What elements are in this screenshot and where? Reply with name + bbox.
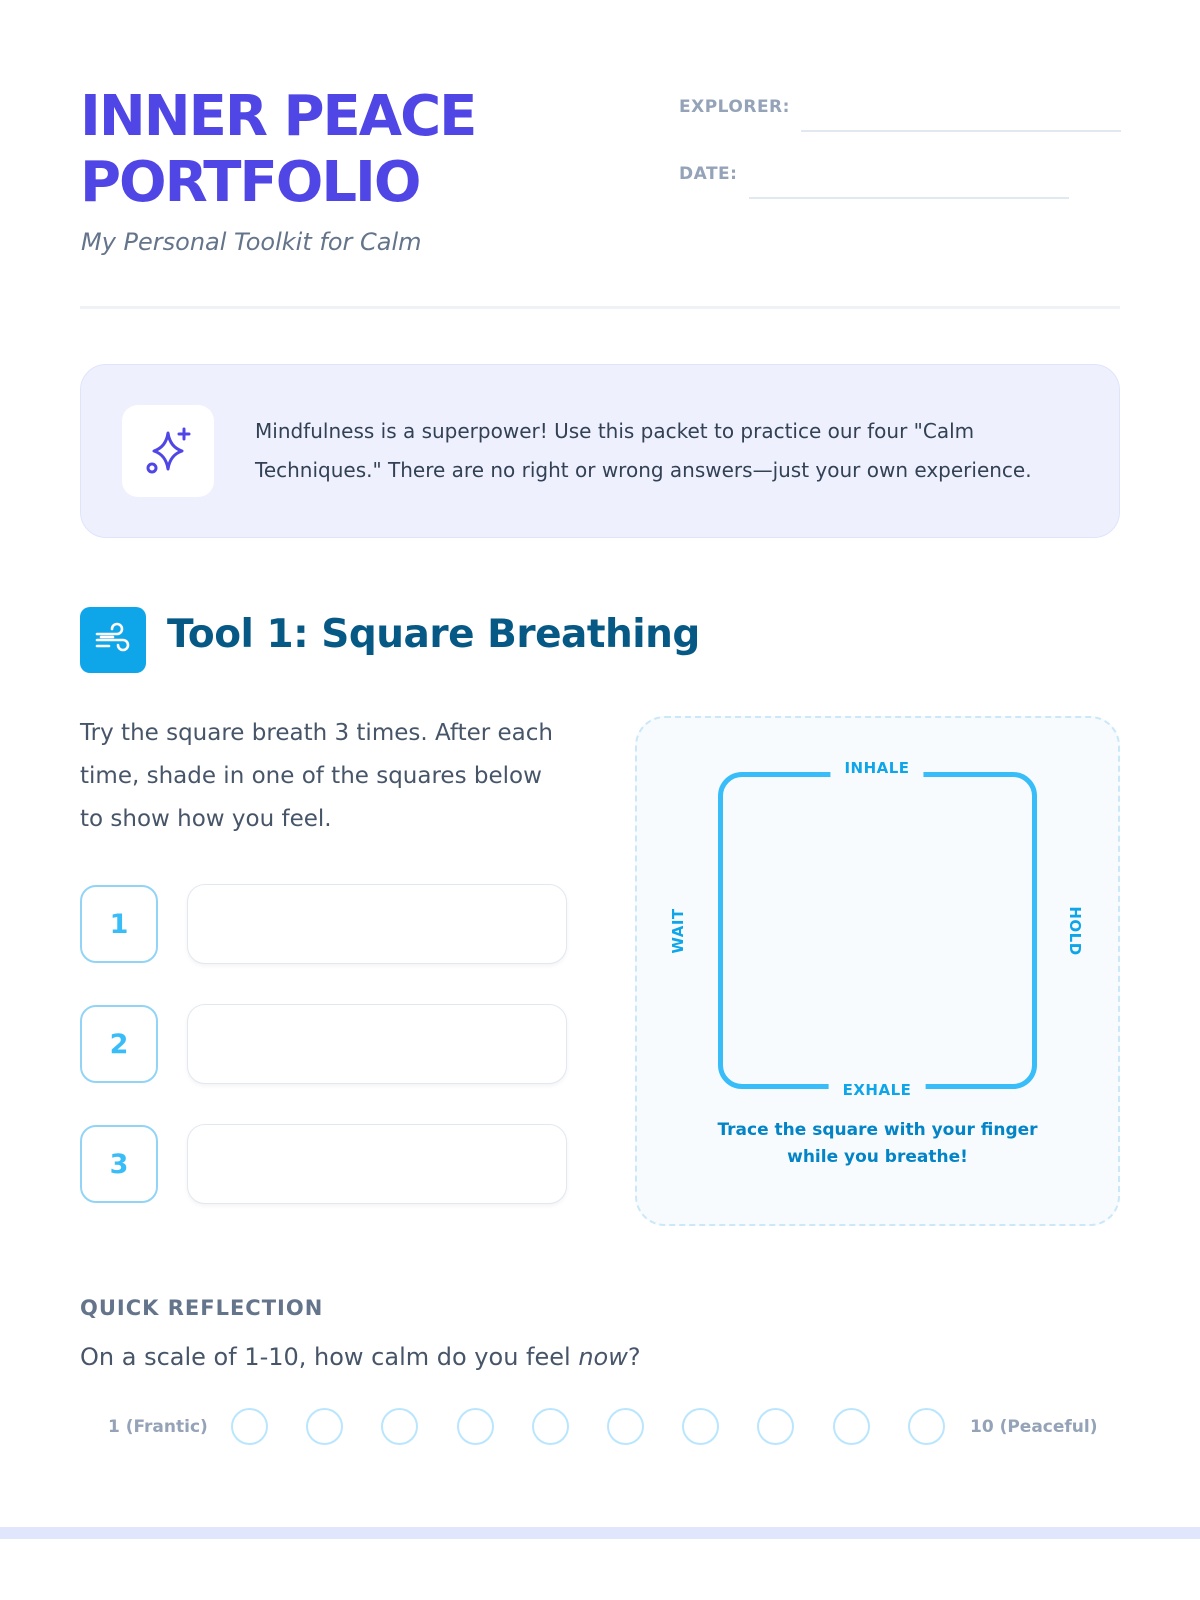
tool-title: Tool 1: Square Breathing [167,612,700,657]
reflection-question [80,1343,641,1371]
scale-option-6[interactable] [607,1408,644,1445]
scale-option-5[interactable] [532,1408,569,1445]
scale-option-7[interactable] [682,1408,719,1445]
scale-option-9[interactable] [833,1408,870,1445]
scale-option-4[interactable] [457,1408,494,1445]
attempt-shade-box[interactable] [187,884,567,964]
intro-text: Mindfulness is a superpower! Use this packet to practice our four "Calm Techniques." There are no right or wrong answers—just your own experience. [255,419,1032,482]
attempt-number: 2 [80,1005,158,1083]
sparkles-icon [122,405,214,497]
scale-min-label: 1 (Frantic) [108,1417,208,1437]
scale-option-3[interactable] [381,1408,418,1445]
question-text: On a scale of 1-10, how calm do you feel [80,1343,579,1371]
wait-label: WAIT [668,894,688,967]
date-field[interactable] [749,197,1069,199]
page-subtitle: My Personal Toolkit for Calm [81,228,422,256]
exhale-label: EXHALE [829,1080,926,1100]
scale-option-10[interactable] [908,1408,945,1445]
scale-option-8[interactable] [757,1408,794,1445]
inhale-label: INHALE [830,758,923,778]
attempt-shade-box[interactable] [187,1124,567,1204]
question-emphasis: now [578,1343,628,1371]
header-divider [80,306,1120,309]
scale-max-label: 10 (Peaceful) [970,1417,1098,1437]
scale-option-1[interactable] [231,1408,268,1445]
date-label: DATE: [679,164,738,184]
breathing-square[interactable] [718,772,1037,1089]
reflection-heading: QUICK REFLECTION [80,1296,324,1320]
attempt-number: 3 [80,1125,158,1203]
square-caption: Trace the square with your finger while you breathe! [717,1120,1038,1167]
page-title: INNER PEACE PORTFOLIO [80,84,476,215]
scale-option-2[interactable] [306,1408,343,1445]
wind-icon [80,607,146,673]
tool-instructions: Try the square breath 3 times. After each time, shade in one of the squares below to show how you feel. [80,720,553,832]
hold-label: HOLD [1065,892,1085,969]
explorer-label: EXPLORER: [679,97,790,117]
question-mark: ? [627,1343,641,1371]
attempt-shade-box[interactable] [187,1004,567,1084]
explorer-field[interactable] [801,130,1121,132]
attempt-number: 1 [80,885,158,963]
footer-bar [0,1527,1200,1539]
